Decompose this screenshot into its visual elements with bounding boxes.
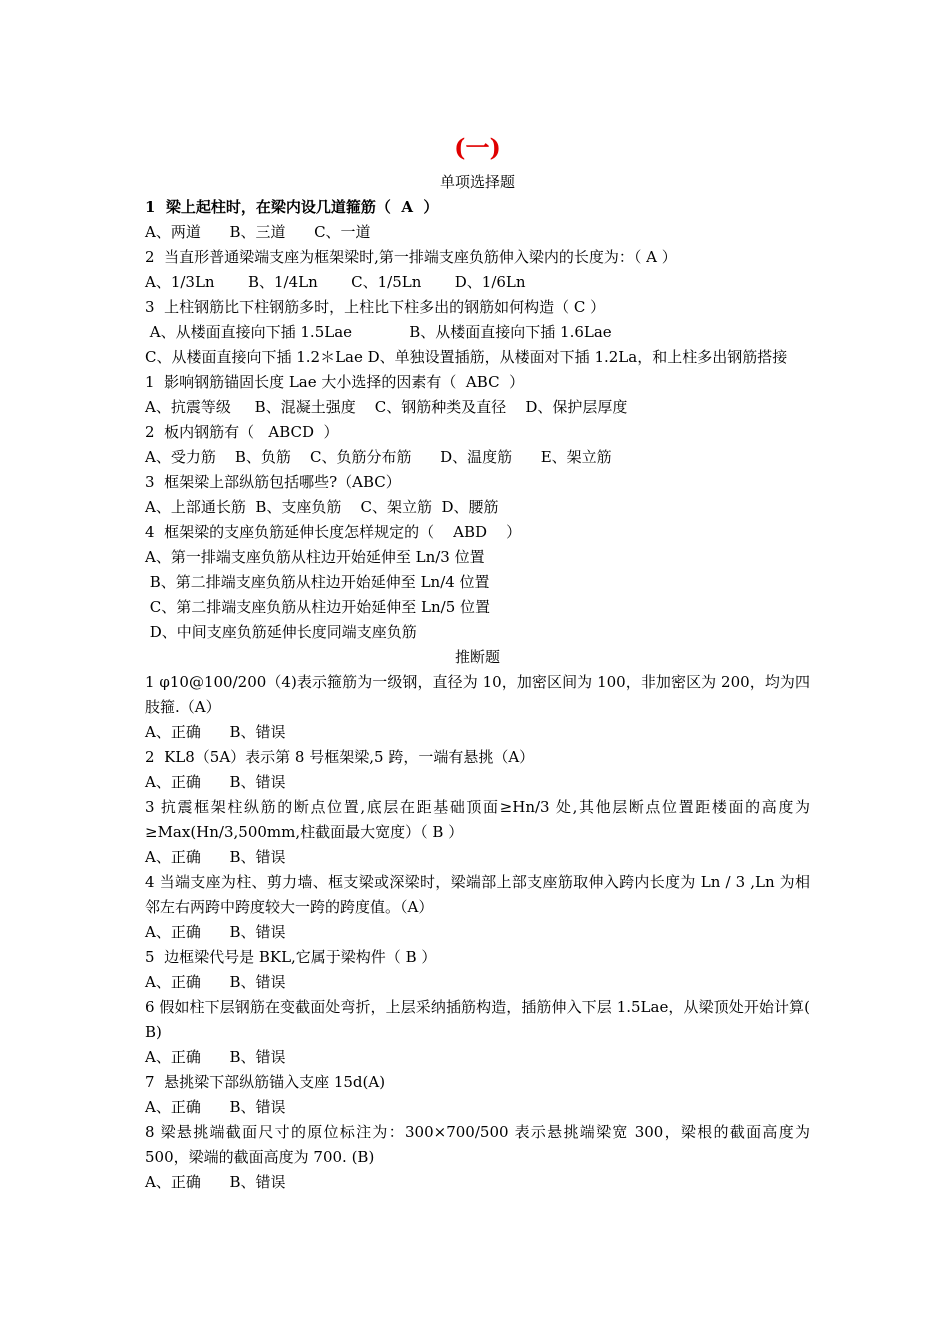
judgement-question-5-options: A、正确 B、错误 (145, 973, 286, 991)
question-2-options: A、1/3Ln B、1/4Ln C、1/5Ln D、1/6Ln (145, 273, 526, 291)
multi-question-4-option-b: B、第二排端支座负筋从柱边开始延伸至 Ln/4 位置 (145, 573, 490, 591)
multi-question-1-options: A、抗震等级 B、混凝土强度 C、钢筋种类及直径 D、保护层厚度 (145, 398, 628, 416)
multi-question-4-option-c: C、第二排端支座负筋从柱边开始延伸至 Ln/5 位置 (145, 598, 491, 616)
section-heading-judgement: 推断题 (454, 648, 500, 666)
multi-question-1: 1 影响钢筋锚固长度 Lae 大小选择的因素有（ ABC ） (145, 373, 525, 391)
question-1-options: A、两道 B、三道 C、一道 (145, 223, 371, 241)
judgement-question-2-options: A、正确 B、错误 (145, 773, 286, 791)
question-3-option-a-b: A、从楼面直接向下插 1.5Lae B、从楼面直接向下插 1.6Lae (145, 323, 612, 341)
document-title: (一) (454, 133, 501, 162)
judgement-question-7: 7 悬挑梁下部纵筋锚入支座 15d(A) (145, 1073, 386, 1091)
judgement-question-8-options: A、正确 B、错误 (145, 1173, 286, 1191)
multi-question-4-option-a: A、第一排端支座负筋从柱边开始延伸至 Ln/3 位置 (145, 548, 485, 566)
judgement-question-3: 3 抗震框架柱纵筋的断点位置,底层在距基础顶面≥Hn/3 处,其他层断点位置距楼面的高度为≥Max(Hn/3,500mm,柱截面最大宽度）（ B ） (145, 798, 810, 841)
judgement-question-2: 2 KL8（5A）表示第 8 号框架梁,5 跨，一端有悬挑（A） (145, 748, 535, 766)
judgement-question-1-options: A、正确 B、错误 (145, 723, 286, 741)
question-1: 1 梁上起柱时，在梁内设几道箍筋（ A ） (145, 198, 439, 216)
judgement-question-4: 4 当端支座为柱、剪力墙、框支梁或深梁时，梁端部上部支座筋取伸入跨内长度为 Ln / 3 ,Ln 为相邻左右两跨中跨度较大一跨的跨度值。（A） (145, 873, 810, 916)
multi-question-3: 3 框架梁上部纵筋包括哪些?（ABC） (145, 473, 401, 491)
judgement-question-5: 5 边框梁代号是 BKL,它属于梁构件（ B ） (145, 948, 437, 966)
judgement-question-8: 8 梁悬挑端截面尺寸的原位标注为：300×700/500 表示悬挑端梁宽 300，梁根的截面高度为 500，梁端的截面高度为 700. (B) (145, 1123, 810, 1166)
question-3: 3 上柱钢筋比下柱钢筋多时，上柱比下柱多出的钢筋如何构造（ C ） (145, 298, 606, 316)
multi-question-4-option-d: D、中间支座负筋延伸长度同端支座负筋 (145, 623, 417, 641)
document-page (145, 130, 810, 1195)
question-2: 2 当直形普通梁端支座为框架梁时,第一排端支座负筋伸入梁内的长度为：（ A ） (145, 248, 677, 266)
section-heading-single-choice: 单项选择题 (439, 173, 515, 191)
judgement-question-3-options: A、正确 B、错误 (145, 848, 286, 866)
judgement-question-6: 6 假如柱下层钢筋在变截面处弯折，上层采纳插筋构造，插筋伸入下层 1.5Lae，从梁顶处开始计算( B) (145, 998, 810, 1041)
judgement-question-7-options: A、正确 B、错误 (145, 1098, 286, 1116)
multi-question-4: 4 框架梁的支座负筋延伸长度怎样规定的（ ABD ） (145, 523, 522, 541)
question-3-option-c-d: C、从楼面直接向下插 1.2＊Lae D、单独设置插筋，从楼面对下插 1.2La，和上柱多出钢筋搭接 (145, 348, 788, 366)
judgement-question-4-options: A、正确 B、错误 (145, 923, 286, 941)
multi-question-3-options: A、上部通长筋 B、支座负筋 C、架立筋 D、腰筋 (145, 498, 499, 516)
multi-question-2: 2 板内钢筋有（ ABCD ） (145, 423, 339, 441)
judgement-question-6-options: A、正确 B、错误 (145, 1048, 286, 1066)
judgement-question-1: 1 φ10@100/200（4)表示箍筋为一级钢，直径为 10，加密区间为 100，非加密区为 200，均为四肢箍.（A） (145, 673, 810, 716)
multi-question-2-options: A、受力筋 B、负筋 C、负筋分布筋 D、温度筋 E、架立筋 (145, 448, 612, 466)
